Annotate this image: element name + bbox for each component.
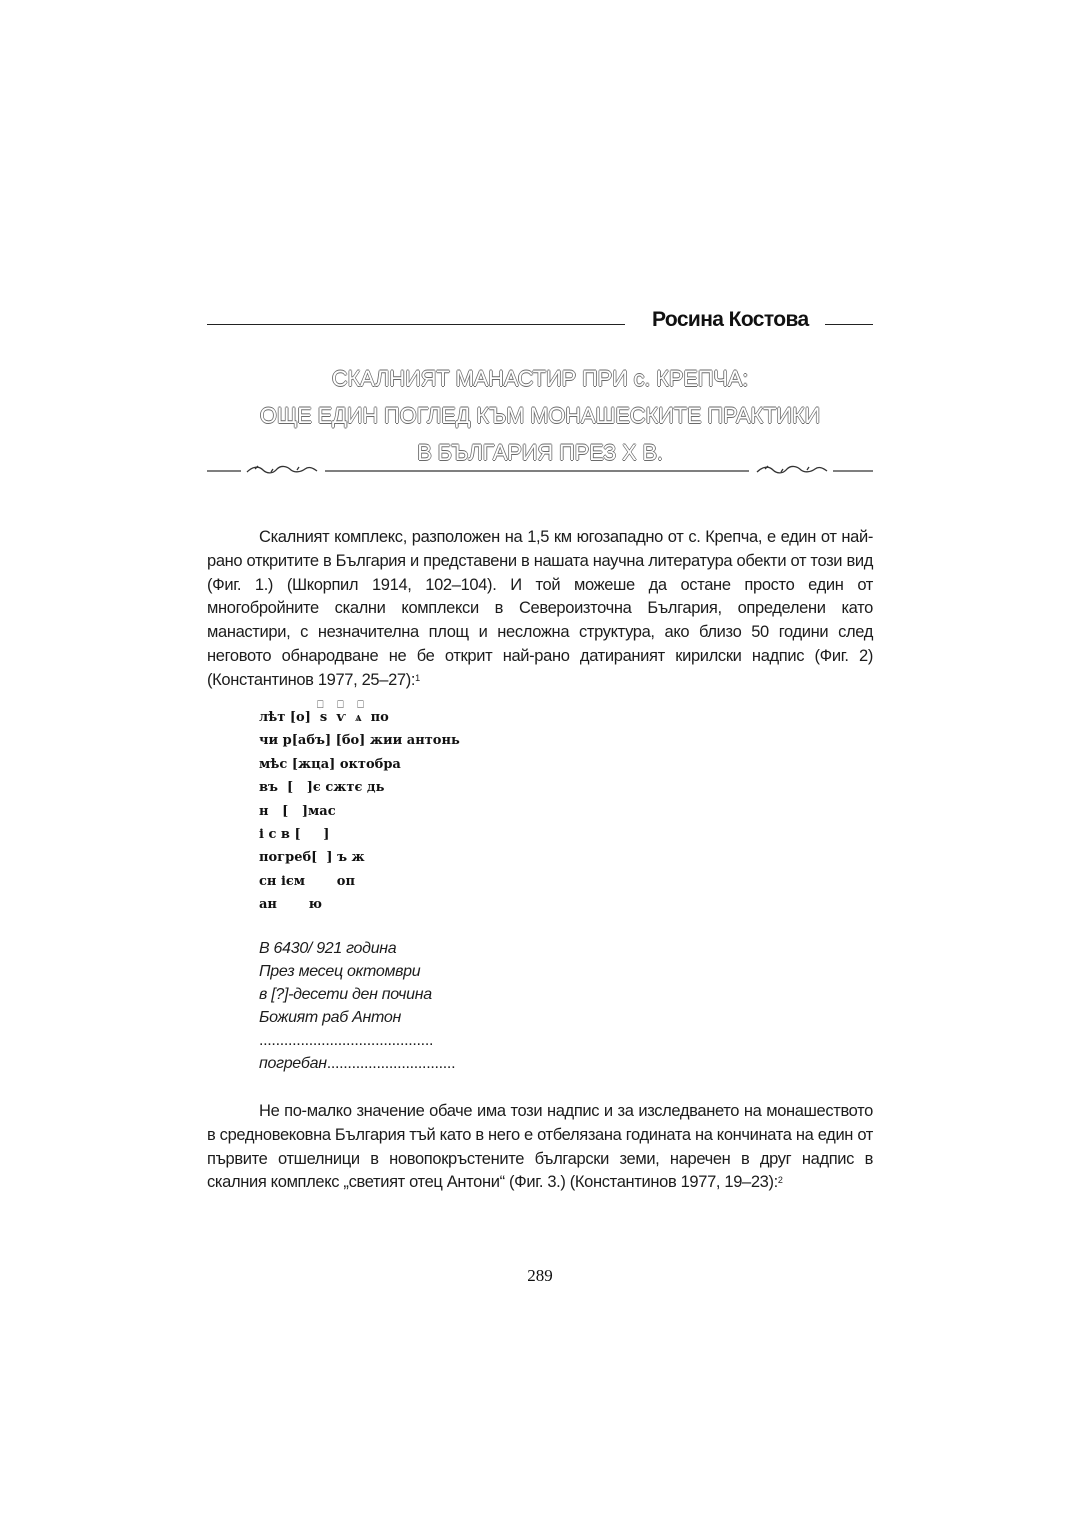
- inscription-line: лѣт [о] ѕ ѵ ѧ по: [259, 710, 389, 725]
- author-rule-right: [825, 324, 873, 325]
- article-title: [160, 360, 920, 471]
- paragraph-significance: [207, 1100, 873, 1195]
- inscription-line: ан ю: [259, 897, 322, 913]
- ornamental-divider: [207, 460, 873, 482]
- ornament-flourish-right-icon: [757, 466, 827, 473]
- footnote-marker[interactable]: 2: [777, 1175, 783, 1186]
- paragraph-text: Не по-малко значение обаче има този надпис и за изследването на монашеството в средновековна България тъй като в него е отбелязана годината на кончината на един от първите отшелници в новопокръстените български земи, наречен в друг надпис в скалния комплекс „светият отец Антони“ (Фиг. 3.) (Константинов 1977, 19–23):: [207, 1102, 873, 1192]
- translation-line: в [?]-десети ден почина: [259, 986, 432, 1003]
- slavonic-inscription: [259, 698, 599, 917]
- author-rule-left: [207, 324, 625, 325]
- title-line: В БЪЛГАРИЯ ПРЕЗ Х В.: [417, 440, 663, 465]
- footnote-marker[interactable]: 1: [415, 672, 420, 683]
- translation-line: През месец октомври: [259, 963, 421, 980]
- title-line: ОЩЕ ЕДИН ПОГЛЕД КЪМ МОНАШЕСКИТЕ ПРАКТИКИ: [259, 403, 821, 428]
- inscription-line: сн ієм оп: [259, 873, 355, 889]
- translation-line: В 6430/ 921 година: [259, 940, 397, 957]
- page-number: 289: [527, 1266, 553, 1285]
- translation-line: Божият раб Антон: [259, 1009, 401, 1026]
- inscription-line: чи р[абъ] [бо] жии антонь: [259, 733, 460, 749]
- inscription-line: въ [ ]є сжтє дь: [259, 780, 385, 796]
- inscription-translation: [259, 937, 559, 1075]
- translation-last-line: [259, 1052, 559, 1075]
- translation-last-word: погребан: [259, 1055, 327, 1072]
- inscription-line: н [ ]мас: [259, 803, 336, 819]
- title-line: СКАЛНИЯТ МАНАСТИР ПРИ с. КРЕПЧА:: [331, 366, 749, 391]
- inscription-line: мѣс [жца] октобра: [259, 756, 401, 772]
- author-header: [207, 308, 873, 336]
- inscription-line: і с в [ ]: [259, 826, 330, 842]
- translation-last-dots: ...............................: [326, 1055, 456, 1072]
- paragraph-text: Скалният комплекс, разположен на 1,5 км югозападно от с. Крепча, е един от най-рано откритите в България и представени в нашата научна литература обекти от този вид (Фиг. 1.) (Шкорпил 1914, 102–104). И той можеше да остане просто един от многобройните скални комплекси в Североизточна България, определени като манастири, с незначителна площ и несложна структура, ако близо 50 години след неговото обнародване не бе открит най-рано датираният кирилски надпис (Фиг. 2) (Константинов 1977, 25–27):: [207, 528, 873, 689]
- missing-glyph-marks: ⎕ ⎕ ⎕: [317, 698, 369, 711]
- translation-ellipsis-line: ..........................................: [259, 1032, 434, 1049]
- inscription-line: погреб[ ] ъ ж: [259, 850, 365, 866]
- ornament-flourish-left-icon: [247, 466, 317, 473]
- author-name: Росина Костова: [652, 308, 809, 331]
- paragraph-intro: [207, 526, 873, 693]
